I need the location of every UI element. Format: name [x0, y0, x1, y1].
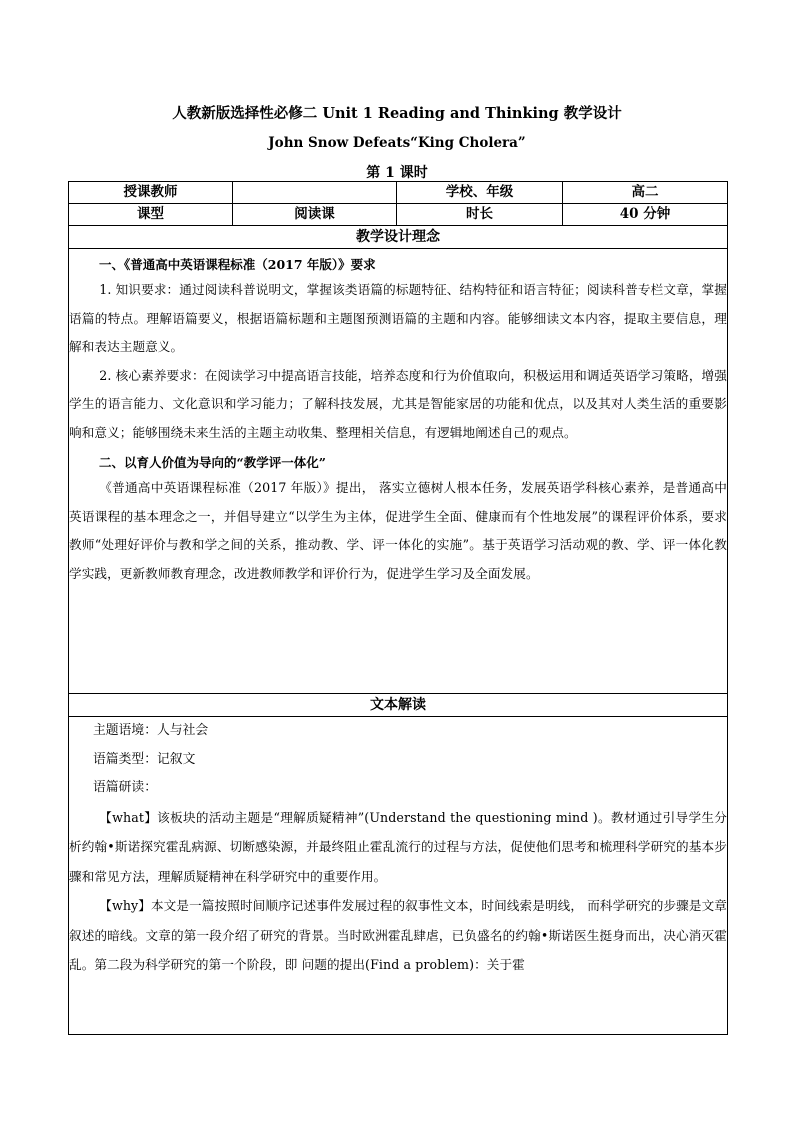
- value-teacher: [233, 182, 397, 204]
- why-paragraph: 【why】本文是一篇按照时间顺序记述事件发展过程的叙事性文本，时间线索是明线， 而科学研究的步骤是文章叙述的暗线。文章的第一段介绍了研究的背景。当时欧洲霍乱肆虐，已负盛名的约翰•斯诺医生挺身而出，决心消灭霍乱。第二段为科学研究的第一个阶段，即 问题的提出(Find a problem)：关于霍: [69, 898, 727, 972]
- section-heading-text-analysis: 文本解读: [69, 694, 728, 717]
- design-concept-body: [69, 249, 728, 694]
- evaluation-paragraph: 《普通高中英语课程标准（2017 年版）》提出， 落实立德树人根本任务，发展英语学科核心素养，是普通高中英语课程的基本理念之一，并倡导建立“以学生为主体，促进学生全面、健康而有个性地发展”的课程评价体系，要求教师“处理好评价与教和学之间的关系，推动教、学、评一体化的实施”。基于英语学习活动观的教、学、评一体化教学实践，更新教师教育理念，改进教师教学和评价行为，促进学生学习及全面发展。: [69, 480, 727, 581]
- what-paragraph: 【what】该板块的活动主题是“理解质疑精神”(Understand the questioning mind )。教材通过引导学生分析约翰•斯诺探究霍乱病源、切断感染源，并最终阻止霍乱流行的过程与方法，促使他们思考和梳理科学研究的基本步骤和常见方法，理解质疑精神在科学研究中的重要作用。: [69, 809, 727, 884]
- lesson-period: 第 1 课时: [366, 165, 428, 181]
- theme-context-line: 主题语境：人与社会: [93, 723, 209, 738]
- document-title: 人教新版选择性必修二 Unit 1 Reading and Thinking 教学设计: [172, 105, 622, 122]
- core-literacy-paragraph: 2. 核心素养要求：在阅读学习中提高语言技能，培养态度和行为价值取向，积极运用和调适英语学习策略，增强学生的语言能力、文化意识和学习能力；了解科技发展，尤其是智能家居的功能和优点，以及其对人类生活的重要影响和意义；能够围绕未来生活的主题主动收集、整理相关信息，有逻辑地阐述自己的观点。: [69, 367, 727, 440]
- info-row-teacher: [69, 182, 728, 204]
- part2-title: 二、以育人价值为导向的“教学评一体化”: [99, 455, 326, 470]
- knowledge-requirement-paragraph: 1. 知识要求：通过阅读科普说明文，掌握该类语篇的标题特征、结构特征和语言特征；阅读科普专栏文章，掌握语篇的特点。理解语篇要义，根据语篇标题和主题图预测语篇的主题和内容。能够细读文本内容，提取主要信息，理解和表达主题意义。: [69, 282, 727, 354]
- section-heading-design-concept: 教学设计理念: [69, 226, 728, 249]
- text-study-line: 语篇研读：: [93, 780, 157, 795]
- text-analysis-body: [69, 717, 728, 1035]
- value-lesson-type: 阅读课: [233, 204, 397, 226]
- lesson-plan-table: [68, 181, 728, 1035]
- label-school-grade: 学校、年级: [397, 182, 563, 204]
- label-teacher: 授课教师: [69, 182, 233, 204]
- text-type-line: 语篇类型：记叙文: [93, 751, 196, 767]
- label-duration: 时长: [397, 204, 563, 226]
- info-row-type: [69, 204, 728, 226]
- document-subtitle: John Snow Defeats“King Cholera”: [268, 135, 526, 151]
- value-grade: 高二: [563, 182, 728, 204]
- part1-title: 一、《普通高中英语课程标准（2017 年版）》要求: [99, 257, 376, 272]
- label-lesson-type: 课型: [69, 204, 233, 226]
- value-duration: 40 分钟: [563, 204, 728, 226]
